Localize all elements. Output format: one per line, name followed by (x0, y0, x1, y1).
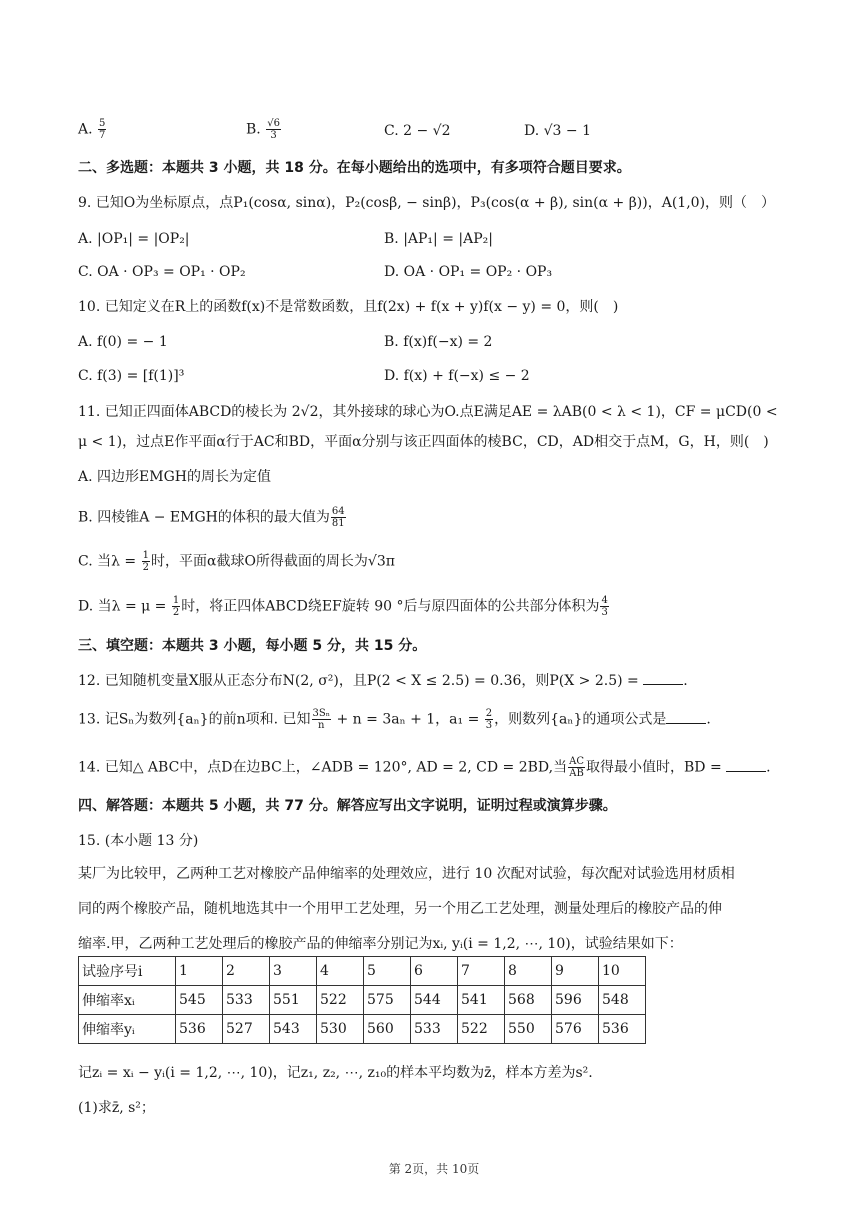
frac-den: 3 (485, 720, 493, 731)
q14 (78, 756, 771, 779)
q10-option-d: D. f(x) + f(−x) ≤ − 2 (384, 368, 530, 384)
q9-stem: 9. 已知O为坐标原点，点P₁(cosα, sinα)，P₂(cosβ, − sinβ)，P₃(cos(α + β), sin(α + β))，A(1,0)，则（ ） (78, 195, 776, 211)
frac-den: n (318, 720, 325, 731)
table-cell: 541 (458, 986, 505, 1015)
q10-option-c: C. f(3) = [f(1)]³ (78, 368, 185, 384)
q8-option-b-label: B. (246, 121, 266, 138)
q8-option-d: D. √3 − 1 (524, 123, 591, 139)
frac-den: 2 (142, 562, 149, 573)
q9-option-c: C. OA · OP₃ = OP₁ · OP₂ (78, 264, 246, 280)
table-row (79, 957, 646, 986)
q11-option-c (78, 550, 395, 573)
q14-answer-blank[interactable] (726, 757, 766, 772)
table-cell: 6 (411, 957, 458, 986)
q12 (78, 670, 688, 692)
q13-frac2 (485, 708, 493, 731)
q8-option-a-label: A. (78, 121, 98, 138)
table-cell: 551 (270, 986, 317, 1015)
table-cell: 10 (599, 957, 646, 986)
table-cell: 576 (552, 1015, 599, 1044)
table-cell: 544 (411, 986, 458, 1015)
frac-den: 2 (172, 607, 180, 618)
q8-option-c: C. 2 − √2 (384, 123, 451, 139)
table-cell: 9 (552, 957, 599, 986)
q13-pre: 13. 记Sₙ为数列{aₙ}的前n项和. 已知 (78, 711, 311, 728)
frac-den: 3 (270, 130, 277, 141)
q15-data-table (78, 956, 646, 1044)
q8-option-b-frac (266, 118, 281, 141)
q13-mid: + n = 3aₙ + 1，a₁ = (332, 711, 484, 728)
q11-option-b-text: B. 四棱锥A − EMGH的体积的最大值为 (78, 509, 330, 526)
q15-paragraph-line4: 记zᵢ = xᵢ − yᵢ(i = 1,2, ⋯, 10)，记z₁, z₂, ⋯, z₁₀的样本平均数为z̄，样本方差为s². (78, 1065, 593, 1081)
q8-option-a-frac (98, 118, 106, 141)
q12-answer-blank[interactable] (643, 670, 683, 685)
q11-stem-line1: 11. 已知正四面体ABCD的棱长为 2√2，其外接球的球心为O.点E满足AE = λAB(0 < λ < 1)，CF = μCD(0 < (78, 404, 778, 420)
table-cell: 7 (458, 957, 505, 986)
q9-option-d: D. OA · OP₁ = OP₂ · OP₃ (384, 264, 553, 280)
q13-frac (312, 708, 332, 731)
table-row-header: 伸缩率xᵢ (79, 986, 176, 1015)
frac-den: AB (569, 768, 584, 779)
q13-end: . (706, 711, 711, 728)
q11-option-c-frac (142, 550, 150, 573)
section-heading-fill-blank: 三、填空题：本题共 3 小题，每小题 5 分，共 15 分。 (78, 638, 427, 654)
q11-option-c-post: 时，平面α截球O所得截面的周长为√3π (151, 553, 395, 570)
q11-option-b-frac (331, 506, 346, 529)
table-cell: 536 (176, 1015, 223, 1044)
frac-num: 4 (601, 595, 608, 606)
q11-option-d-pre: D. 当λ = μ = (78, 598, 171, 615)
table-cell: 548 (599, 986, 646, 1015)
frac-den: 81 (331, 518, 345, 529)
table-cell: 545 (176, 986, 223, 1015)
table-cell: 3 (270, 957, 317, 986)
frac-num: 1 (142, 550, 149, 561)
frac-den: 3 (601, 607, 608, 618)
q10-stem: 10. 已知定义在R上的函数f(x)不是常数函数，且f(2x) + f(x + y)f(x − y) = 0，则( ) (78, 299, 619, 315)
table-cell: 533 (223, 986, 270, 1015)
table-cell: 522 (317, 986, 364, 1015)
q8-option-a (78, 118, 107, 141)
table-cell: 550 (505, 1015, 552, 1044)
table-row-header: 试验序号i (79, 957, 176, 986)
table-cell: 5 (364, 957, 411, 986)
q9-option-a: A. |OP₁| = |OP₂| (78, 231, 190, 247)
q15-part1: (1)求z̄, s²； (78, 1100, 155, 1116)
q15-paragraph-line3: 缩率.甲，乙两种工艺处理后的橡胶产品的伸缩率分别记为xᵢ, yᵢ(i = 1,2, ⋯, 10)，试验结果如下： (78, 936, 683, 952)
q14-frac (568, 756, 585, 779)
table-cell: 1 (176, 957, 223, 986)
frac-num: 5 (99, 118, 106, 129)
q11-option-d-frac2 (600, 595, 608, 618)
q11-option-c-pre: C. 当λ = (78, 553, 141, 570)
q10-option-b: B. f(x)f(−x) = 2 (384, 334, 493, 350)
table-cell: 530 (317, 1015, 364, 1044)
q12-end: . (683, 673, 688, 689)
q12-text: 12. 已知随机变量X服从正态分布N(2, σ²)，且P(2 < X ≤ 2.5) = 0.36，则P(X > 2.5) = (78, 673, 644, 689)
table-cell: 527 (223, 1015, 270, 1044)
section-heading-solutions: 四、解答题：本题共 5 小题，共 77 分。解答应写出文字说明，证明过程或演算步骤。 (78, 798, 617, 814)
q13-post: ，则数列{aₙ}的通项公式是 (494, 711, 667, 728)
table-cell: 596 (552, 986, 599, 1015)
q15-paragraph-line1: 某厂为比较甲，乙两种工艺对橡胶产品伸缩率的处理效应，进行 10 次配对试验，每次配对试验选用材质相 (78, 866, 735, 882)
table-row (79, 1015, 646, 1044)
table-row-header: 伸缩率yᵢ (79, 1015, 176, 1044)
table-cell: 536 (599, 1015, 646, 1044)
section-heading-multi-choice: 二、多选题：本题共 3 小题，共 18 分。在每小题给出的选项中，有多项符合题目要求。 (78, 160, 631, 176)
q11-option-a: A. 四边形EMGH的周长为定值 (78, 469, 271, 485)
q11-option-d (78, 595, 610, 618)
q14-pre: 14. 已知△ ABC中，点D在边BC上，∠ADB = 120°, AD = 2, CD = 2BD,当 (78, 759, 568, 776)
q11-option-d-post: 时，将正四体ABCD绕EF旋转 90 °后与原四面体的公共部分体积为 (181, 598, 600, 615)
table-cell: 522 (458, 1015, 505, 1044)
table-row (79, 986, 646, 1015)
q15-paragraph-line2: 同的两个橡胶产品，随机地选其中一个用甲工艺处理，另一个用乙工艺处理，测量处理后的橡胶产品的伸 (78, 901, 722, 917)
table-cell: 4 (317, 957, 364, 986)
table-cell: 560 (364, 1015, 411, 1044)
frac-num: 64 (331, 506, 345, 517)
q15-data-table-body (79, 957, 646, 1044)
table-cell: 533 (411, 1015, 458, 1044)
q8-option-b (246, 118, 282, 141)
table-cell: 8 (505, 957, 552, 986)
q11-option-d-frac (172, 595, 180, 618)
frac-num: √6 (267, 118, 280, 129)
frac-num: 1 (172, 595, 180, 606)
q9-option-b: B. |AP₁| = |AP₂| (384, 231, 493, 247)
q13-answer-blank[interactable] (666, 709, 706, 724)
q10-option-a: A. f(0) = − 1 (78, 334, 168, 350)
frac-num: 2 (485, 708, 493, 719)
q14-post: 取得最小值时，BD = (585, 759, 727, 776)
table-cell: 575 (364, 986, 411, 1015)
q11-option-b (78, 506, 347, 529)
table-cell: 568 (505, 986, 552, 1015)
frac-den: 7 (99, 130, 106, 141)
table-cell: 2 (223, 957, 270, 986)
table-cell: 543 (270, 1015, 317, 1044)
q13 (78, 708, 711, 731)
frac-num: AC (569, 756, 584, 767)
page-footer: 第 2页，共 10页 (388, 1162, 480, 1176)
q11-stem-line2: μ < 1)，过点E作平面α行于AC和BD，平面α分别与该正四面体的棱BC，CD，AD相交于点M，G，H，则( ) (78, 434, 769, 450)
frac-num: 3Sₙ (312, 708, 331, 719)
q14-end: . (766, 759, 771, 776)
q15-title: 15. (本小题 13 分) (78, 833, 199, 849)
